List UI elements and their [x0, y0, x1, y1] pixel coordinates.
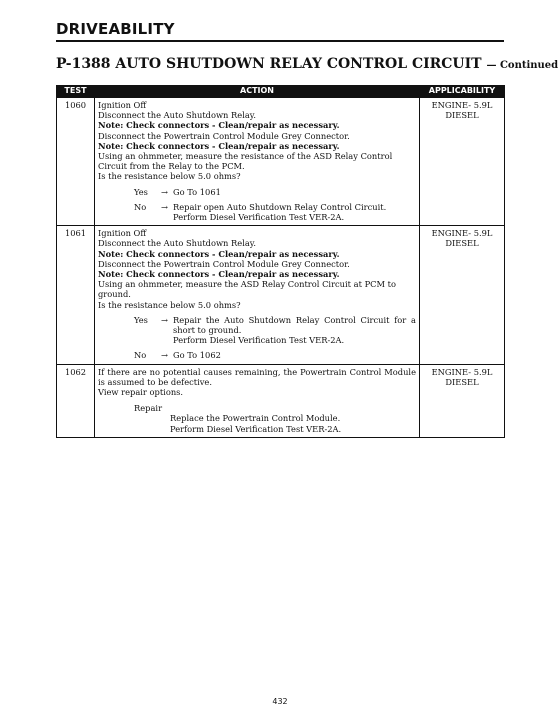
table-row: [57, 364, 505, 437]
arrow-right-icon: →: [161, 201, 168, 212]
test-number: 1060: [57, 98, 95, 226]
outcome-label: No: [134, 201, 147, 212]
applicability-cell: [420, 98, 505, 226]
repair-label: Repair: [134, 403, 163, 414]
diagnostic-table: [56, 85, 505, 438]
action-line: Ignition Off: [98, 228, 147, 239]
outcome-yes: [98, 187, 416, 197]
applicability-line: ENGINE- 5.9L: [431, 100, 493, 110]
applicability-cell: [420, 364, 505, 437]
action-question: Is the resistance below 5.0 ohms?: [98, 171, 241, 182]
column-header-action: ACTION: [95, 86, 420, 98]
page-number: 432: [272, 697, 288, 706]
repair-line: Perform Diesel Verification Test VER-2A.: [170, 423, 342, 434]
action-cell: [95, 98, 420, 226]
table-row: [57, 226, 505, 364]
action-line: Disconnect the Auto Shutdown Relay.: [98, 110, 257, 121]
action-note: Note: Check connectors - Clean/repair as necessary.: [98, 248, 340, 259]
table-header-row: [57, 86, 505, 98]
action-cell: [95, 226, 420, 364]
outcome-label: Yes: [134, 186, 148, 197]
outcome-result-line: Perform Diesel Verification Test VER-2A.: [173, 335, 345, 346]
applicability-line: DIESEL: [445, 110, 479, 121]
outcome-result-line: Repair the Auto Shutdown Relay Control Circuit for a short to ground.: [173, 314, 416, 336]
page-heading: [56, 56, 559, 72]
action-cell: [95, 364, 420, 437]
outcome-result: [173, 350, 416, 360]
applicability-line: ENGINE- 5.9L: [431, 228, 493, 239]
action-note: Note: Check connectors - Clean/repair as necessary.: [98, 120, 340, 131]
arrow-right-icon: →: [161, 314, 168, 325]
action-line: Using an ohmmeter, measure the resistance of the ASD Relay Control Circuit from the Relay to the PCM.: [98, 151, 393, 172]
column-header-applicability: APPLICABILITY: [420, 86, 505, 98]
section-title: DRIVEABILITY: [56, 20, 175, 38]
page-heading-suffix: — Continued: [486, 60, 559, 71]
repair-options: [98, 413, 416, 433]
outcome-label: No: [134, 350, 147, 361]
outcome-result: [173, 202, 416, 222]
repair-line: Replace the Powertrain Control Module.: [170, 413, 341, 424]
action-question: Is the resistance below 5.0 ohms?: [98, 299, 241, 310]
outcome-no: [98, 202, 416, 222]
outcome-result-line: Go To 1061: [173, 186, 221, 197]
column-header-test: TEST: [57, 86, 95, 98]
outcome-result-line: Perform Diesel Verification Test VER-2A.: [173, 212, 345, 223]
outcome-result: [173, 187, 416, 197]
outcome-result: [173, 315, 416, 346]
action-line: If there are no potential causes remaining, the Powertrain Control Module is assumed to be defective.: [98, 366, 416, 387]
test-number: 1062: [57, 364, 95, 437]
header-rule: [56, 40, 504, 42]
action-note: Note: Check connectors - Clean/repair as necessary.: [98, 269, 340, 280]
outcome-result-line: Repair open Auto Shutdown Relay Control Circuit.: [173, 201, 387, 212]
table-row: [57, 98, 505, 226]
applicability-line: ENGINE- 5.9L: [431, 366, 493, 377]
action-note: Note: Check connectors - Clean/repair as necessary.: [98, 140, 340, 151]
outcome-label: Yes: [134, 314, 148, 325]
page-heading-title: P-1388 AUTO SHUTDOWN RELAY CONTROL CIRCUIT: [56, 56, 482, 72]
applicability-line: DIESEL: [445, 376, 479, 387]
outcome-result-line: Go To 1062: [173, 350, 221, 361]
section-header: [56, 20, 504, 42]
arrow-right-icon: →: [161, 350, 168, 361]
action-line: Disconnect the Powertrain Control Module Grey Connector.: [98, 258, 350, 269]
outcome-no: [98, 350, 416, 360]
applicability-cell: [420, 226, 505, 364]
action-line: View repair options.: [98, 387, 184, 398]
action-line: Disconnect the Powertrain Control Module Grey Connector.: [98, 130, 350, 141]
action-line: Disconnect the Auto Shutdown Relay.: [98, 238, 257, 249]
outcome-yes: [98, 315, 416, 346]
arrow-right-icon: →: [161, 186, 168, 197]
test-number: 1061: [57, 226, 95, 364]
action-line: Ignition Off: [98, 100, 147, 110]
applicability-line: DIESEL: [445, 238, 479, 249]
action-line: Using an ohmmeter, measure the ASD Relay Control Circuit at PCM to ground.: [98, 279, 396, 300]
